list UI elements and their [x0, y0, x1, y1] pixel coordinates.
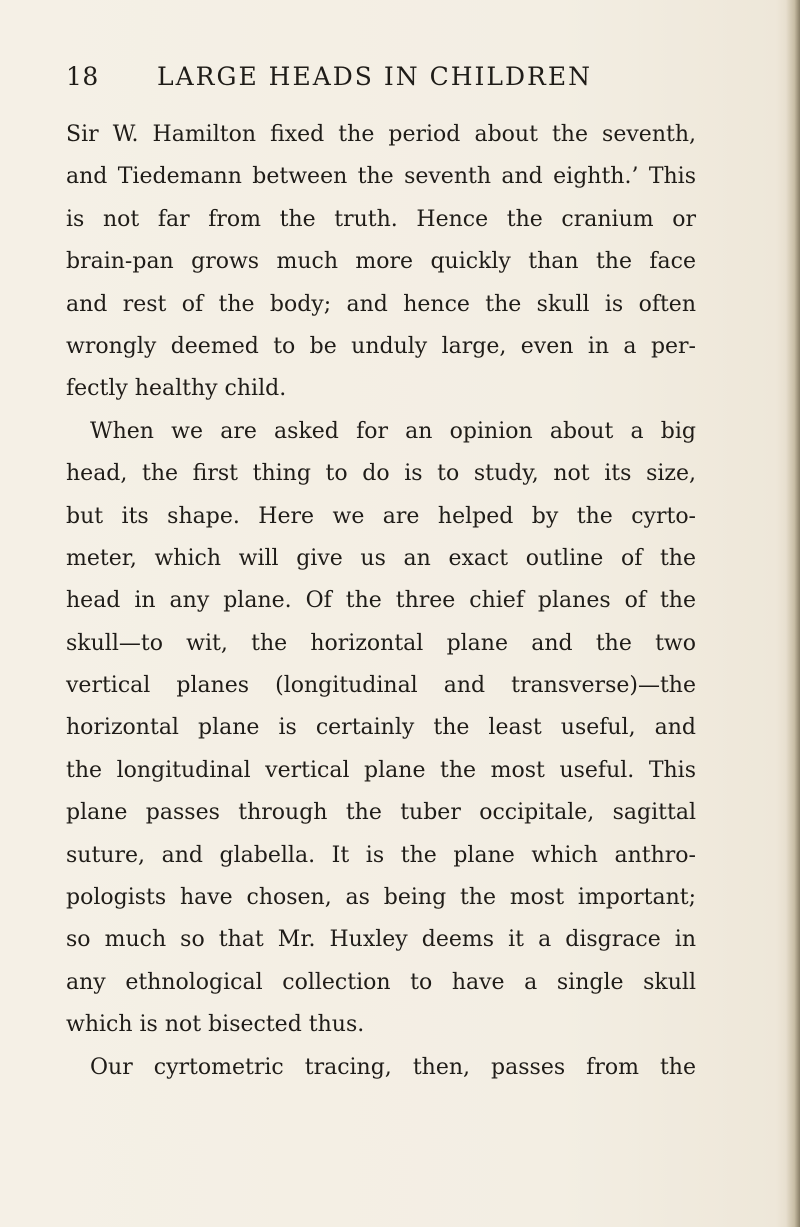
- page-edge-shadow: [786, 0, 800, 1227]
- text-line: Our cyrtometric tracing, then, passes from the: [90, 1054, 696, 1080]
- text-line: wrongly deemed to be unduly large, even in a per-: [66, 333, 696, 359]
- text-line: but its shape. Here we are helped by the cyrto-: [66, 503, 696, 529]
- text-line: and Tiedemann between the seventh and eighth.’ This: [66, 164, 696, 190]
- text-line: pologists have chosen, as being the most important;: [66, 885, 696, 911]
- text-line: head in any plane. Of the three chief planes of the: [66, 588, 696, 614]
- text-line: horizontal plane is certainly the least useful, and: [66, 715, 696, 741]
- text-line: fectly healthy child.: [66, 376, 287, 402]
- text-line: skull—to wit, the horizontal plane and the two: [66, 630, 696, 656]
- text-line: meter, which will give us an exact outline of the: [66, 545, 696, 571]
- body-text: [66, 114, 696, 1089]
- text-line: the longitudinal vertical plane the most useful. This: [66, 757, 696, 783]
- text-line: head, the first thing to do is to study, not its size,: [66, 461, 696, 487]
- text-line: brain-pan grows much more quickly than the face: [66, 249, 696, 275]
- text-line: which is not bisected thus.: [66, 1012, 365, 1038]
- text-line: Sir W. Hamilton fixed the period about the seventh,: [66, 122, 696, 147]
- page-header: [66, 62, 706, 102]
- page-number: 18: [66, 62, 99, 91]
- text-line: is not far from the truth. Hence the cranium or: [66, 206, 696, 232]
- text-line: When we are asked for an opinion about a big: [90, 418, 696, 444]
- text-line: and rest of the body; and hence the skull is often: [66, 291, 696, 317]
- text-line: any ethnological collection to have a single skull: [66, 969, 696, 995]
- running-title: LARGE HEADS IN CHILDREN: [157, 62, 592, 91]
- text-line: plane passes through the tuber occipitale, sagittal: [66, 800, 696, 826]
- text-line: suture, and glabella. It is the plane which anthro-: [66, 842, 696, 868]
- text-line: vertical planes (longitudinal and transverse)—the: [66, 673, 696, 699]
- text-line: so much so that Mr. Huxley deems it a disgrace in: [66, 927, 696, 953]
